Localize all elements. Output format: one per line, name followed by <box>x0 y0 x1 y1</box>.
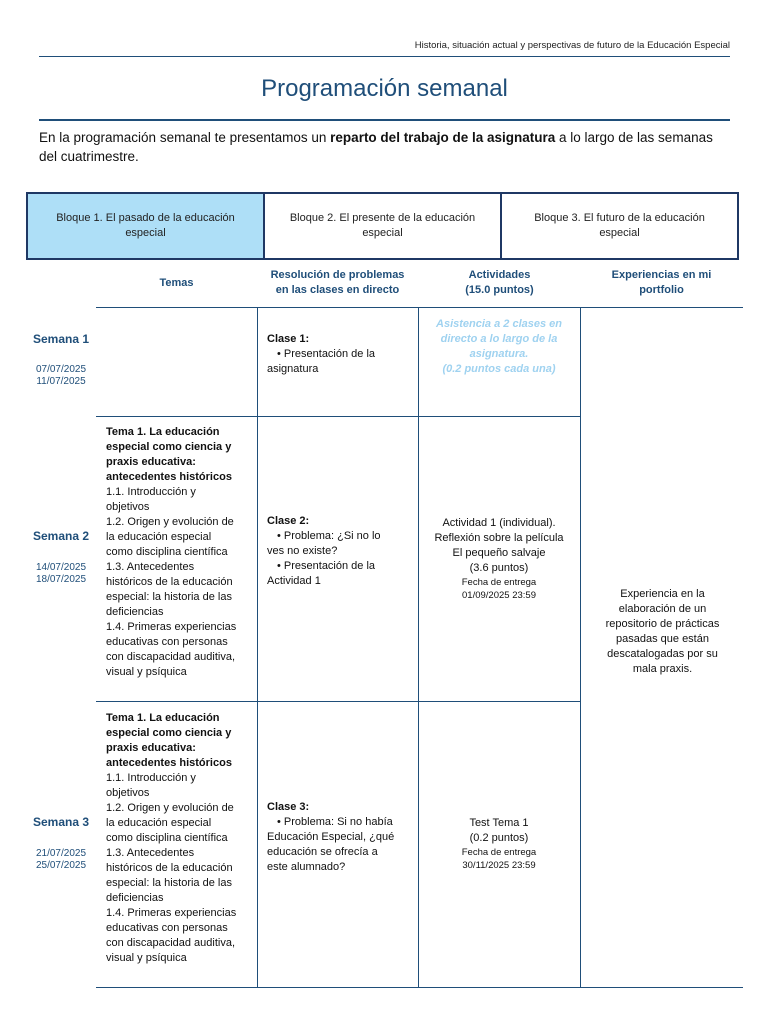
week-3-tema-line: con discapacidad auditiva, <box>106 937 236 949</box>
week-2-date-start: 14/07/2025 <box>35 562 87 573</box>
week-1-clase-item-2: asignatura <box>267 363 319 375</box>
asistencia-line-4: (0.2 puntos cada una) <box>442 363 556 375</box>
portfolio-experience <box>590 587 735 677</box>
week-3-clase <box>267 800 412 875</box>
week-1-clase-title: Clase 1: <box>267 333 310 345</box>
week-3-tema-title-4: antecedentes históricos <box>106 757 232 769</box>
week-2-activity-due-date: 01/09/2025 23:59 <box>462 590 536 601</box>
week-2-activity-line-4: (3.6 puntos) <box>469 562 529 574</box>
portfolio-line: mala praxis. <box>632 663 693 675</box>
column-header-temas <box>96 276 257 291</box>
week-3-clase-item-3: educación se ofrecía a <box>267 846 378 858</box>
portfolio-line: repositorio de prácticas <box>605 618 720 630</box>
week-3-activity <box>422 816 576 872</box>
running-title: Historia, situación actual y perspectivas de futuro de la Educación Especial <box>414 40 730 51</box>
intro-paragraph <box>39 128 730 166</box>
week-3-label: Semana 3 <box>32 815 90 829</box>
week-2-clase-item-4: Actividad 1 <box>267 575 321 587</box>
week-2-tema-line: visual y psíquica <box>106 666 187 678</box>
week-3-tema-line: la educación especial <box>106 817 212 829</box>
week-3-tema <box>106 711 254 966</box>
intro-text-after: a lo largo de las semanas del cuatrimestre. <box>39 130 713 164</box>
week-3-tema-line: como disciplina científica <box>106 832 228 844</box>
week-2-tema-title-1: Tema 1. La educación <box>106 426 220 438</box>
week-3-tema-title-1: Tema 1. La educación <box>106 712 220 724</box>
title-divider <box>39 119 730 121</box>
week-3-activity-due-label: Fecha de entrega <box>461 847 537 858</box>
week-2-activity <box>422 516 576 602</box>
week-3-tema-line: históricos de la educación <box>106 862 233 874</box>
week-2-tema-line: objetivos <box>106 501 150 513</box>
week-1-clase <box>267 332 412 377</box>
week-1-clase-item-1: • Presentación de la <box>277 348 376 360</box>
grid-col-rule-3 <box>580 307 581 987</box>
week-2-tema-line: con discapacidad auditiva, <box>106 651 236 663</box>
week-2-label: Semana 2 <box>32 529 90 543</box>
week-3-dates <box>26 848 96 872</box>
intro-text-bold: reparto del trabajo de la asignatura <box>330 130 556 145</box>
week-2-activity-line-1: Actividad 1 (individual). <box>442 517 556 529</box>
grid-col-rule-2 <box>418 307 419 987</box>
week-2-tema-line: la educación especial <box>106 531 212 543</box>
week-3-date-end: 25/07/2025 <box>35 860 87 871</box>
block-tab-3[interactable]: Bloque 3. El futuro de la educación especial <box>534 212 705 239</box>
week-3-clase-item-4: este alumnado? <box>267 861 346 873</box>
week-2-tema-title-2: especial como ciencia y <box>106 441 232 453</box>
week-3-tema-line: especial: la historia de las <box>106 877 232 889</box>
portfolio-line: elaboración de un <box>618 603 707 615</box>
week-2-tema-title-4: antecedentes históricos <box>106 471 232 483</box>
week-2-tema-line: históricos de la educación <box>106 576 233 588</box>
week-3-tema-line: objetivos <box>106 787 150 799</box>
week-2-date-end: 18/07/2025 <box>35 574 87 585</box>
week-1-label: Semana 1 <box>32 332 90 346</box>
week-3-clase-item-1: • Problema: Si no había <box>277 816 393 828</box>
week-2-clase-title: Clase 2: <box>267 515 310 527</box>
week-1-dates <box>26 364 96 388</box>
week-3-tema-line: 1.2. Origen y evolución de <box>106 802 234 814</box>
week-3-tema-line: 1.1. Introducción y <box>106 772 196 784</box>
block-tabs <box>26 192 739 260</box>
week-3-activity-line-2: (0.2 puntos) <box>469 832 529 844</box>
week-2-activity-line-3: El pequeño salvaje <box>452 547 546 559</box>
portfolio-line: Experiencia en la <box>620 588 705 600</box>
grid-col-rule-1 <box>257 307 258 987</box>
week-2-tema-line: 1.3. Antecedentes <box>106 561 195 573</box>
column-header-actividades-line1: Actividades <box>468 269 531 281</box>
intro-text-before: En la programación semanal te presentamos un <box>39 130 331 145</box>
week-3-tema-line: 1.3. Antecedentes <box>106 847 195 859</box>
column-header-experiencias-line2: portfolio <box>639 284 684 296</box>
week-3-clase-item-2: Educación Especial, ¿qué <box>267 831 395 843</box>
week-3-tema-line: deficiencias <box>106 892 164 904</box>
week-2-clase <box>267 514 412 589</box>
week-2-activity-line-2: Reflexión sobre la película <box>434 532 564 544</box>
week-2-clase-item-3: • Presentación de la <box>277 560 376 572</box>
week-2-tema-line: especial: la historia de las <box>106 591 232 603</box>
running-header <box>39 38 730 57</box>
column-header-resolucion-line2: en las clases en directo <box>275 284 400 296</box>
column-header-resolucion-line1: Resolución de problemas <box>270 269 405 281</box>
week-2-tema-line: 1.1. Introducción y <box>106 486 196 498</box>
column-header-actividades-line2: (15.0 puntos) <box>465 284 534 296</box>
week-2-activity-due-label: Fecha de entrega <box>461 577 537 588</box>
portfolio-line: pasadas que están <box>616 633 709 645</box>
week-2-tema-line: 1.4. Primeras experiencias <box>106 621 237 633</box>
week-2-tema-title-3: praxis educativa: <box>106 456 196 468</box>
week-2-tema-line: 1.2. Origen y evolución de <box>106 516 234 528</box>
week-1-date-end: 11/07/2025 <box>36 376 86 387</box>
asistencia-note <box>424 317 574 377</box>
page-title: Programación semanal <box>261 75 508 102</box>
week-3-clase-title: Clase 3: <box>267 801 310 813</box>
asistencia-line-2: directo a lo largo de la <box>440 333 558 345</box>
grid-header-rule <box>96 307 743 308</box>
week-3-tema-line: 1.4. Primeras experiencias <box>106 907 237 919</box>
week-2-tema-line: educativas con personas <box>106 636 228 648</box>
column-header-experiencias <box>580 268 743 298</box>
grid-row-rule-1 <box>96 416 580 417</box>
week-2-dates <box>26 562 96 586</box>
week-3-tema-title-2: especial como ciencia y <box>106 727 232 739</box>
week-3-tema-line: educativas con personas <box>106 922 228 934</box>
week-3-activity-line-1: Test Tema 1 <box>469 817 529 829</box>
column-header-resolucion <box>257 268 418 298</box>
column-header-temas-label: Temas <box>159 277 194 289</box>
week-3-date-start: 21/07/2025 <box>35 848 87 859</box>
column-header-actividades <box>419 268 580 298</box>
asistencia-line-3: asignatura. <box>469 348 529 360</box>
week-2-tema-line: como disciplina científica <box>106 546 228 558</box>
asistencia-line-1: Asistencia a 2 clases en <box>436 318 562 330</box>
grid-bottom-rule <box>96 987 743 988</box>
week-1-date-start: 07/07/2025 <box>35 364 87 375</box>
portfolio-line: descatalogadas por su <box>607 648 718 660</box>
week-2-clase-item-2: ves no existe? <box>267 545 338 557</box>
week-3-tema-title-3: praxis educativa: <box>106 742 196 754</box>
block-tab-2[interactable]: Bloque 2. El presente de la educación especial <box>265 194 502 258</box>
column-header-experiencias-line1: Experiencias en mi <box>611 269 712 281</box>
week-3-activity-due-date: 30/11/2025 23:59 <box>462 860 536 871</box>
week-3-tema-line: visual y psíquica <box>106 952 187 964</box>
week-2-tema <box>106 425 254 680</box>
week-2-tema-line: deficiencias <box>106 606 164 618</box>
grid-row-rule-2 <box>96 701 580 702</box>
week-2-clase-item-1: • Problema: ¿Si no lo <box>277 530 381 542</box>
block-tab-1[interactable]: Bloque 1. El pasado de la educación especial <box>28 194 265 258</box>
